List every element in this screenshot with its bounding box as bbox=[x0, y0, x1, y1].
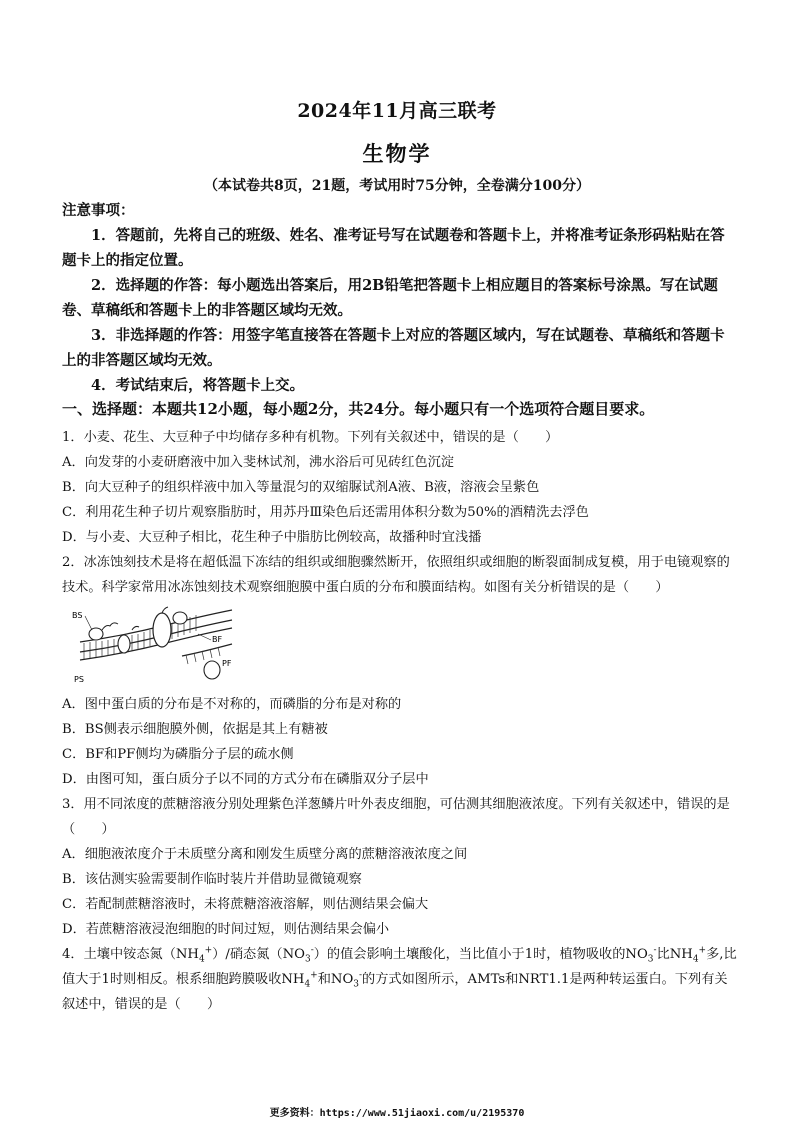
surface-protein bbox=[89, 628, 103, 640]
q4-text: ）的值会影响土壤酸化，当比值小于1时，植物吸收的NO bbox=[313, 947, 648, 962]
q1-stem: 1．小麦、花生、大豆种子中均储存多种有机物。下列有关叙述中，错误的是（ ） bbox=[62, 430, 559, 445]
q1-option-d: D．与小麦、大豆种子相比，花生种子中脂肪比例较高，故播种时宜浅播 bbox=[62, 530, 482, 545]
label-ps: PS bbox=[74, 675, 84, 684]
q1-option-a: A．向发芽的小麦研磨液中加入斐林试剂，沸水浴后可见砖红色沉淀 bbox=[62, 455, 454, 470]
q4-text: 和NO bbox=[317, 972, 354, 987]
transmembrane-protein bbox=[153, 613, 171, 647]
q4-text: ）/硝态氮（NO bbox=[212, 947, 305, 962]
note-item: 3．非选择题的作答：用签字笔直接答在答题卡上对应的答题区域内，写在试题卷、草稿纸和答题卡上的非答题区域均无效。 bbox=[62, 327, 725, 369]
exam-subject: 生物学 bbox=[362, 141, 432, 166]
fracture-protein bbox=[204, 661, 220, 679]
q4-text: 多,比值大于1时则相反。根系细胞跨膜吸收NH bbox=[62, 947, 737, 987]
q3-stem: 3．用不同浓度的蔗糖溶液分别处理紫色洋葱鳞片叶外表皮细胞，可估测其细胞液浓度。下列有关叙述中，错误的是（ ） bbox=[62, 797, 730, 837]
q3-option-c: C．若配制蔗糖溶液时，未将蔗糖溶液溶解，则估测结果会偏大 bbox=[62, 897, 429, 912]
q2-option-c: C．BF和PF侧均为磷脂分子层的疏水侧 bbox=[62, 747, 294, 762]
q4-text: 的方式如图所示，AMTs和NRT1.1是两种转运蛋白。下列有关叙述中，错误的是（ ） bbox=[62, 972, 728, 1012]
fracture-leaflet bbox=[182, 644, 232, 656]
note-item: 2．选择题的作答：每小题选出答案后，用2B铅笔把答题卡上相应题目的答案标号涂黑。写在试题卷、草稿纸和答题卡上的非答题区域均无效。 bbox=[62, 277, 718, 319]
label-bs: BS bbox=[72, 611, 83, 620]
note-item: 1．答题前，先将自己的班级、姓名、准考证号写在试题卷和答题卡上，并将准考证条形码粘贴在答题卡上的指定位置。 bbox=[62, 227, 725, 269]
q4-stem: 4．土壤中铵态氮$(NH_4^+)/$硝态氮$(NO_3^-)$的值会影响土壤酸化，当比值小于1时，植物吸收的$NO_3^-$比$NH_4^+$多,比值大于1时则相反。根系细胞跨膜吸收$NH_4^+$和$NO_3^-$的方式如图所示，AMTs和NRT1.1是两种转运蛋白。下列有关叙述中，错误的是（ ） bbox=[62, 945, 737, 1012]
q4-text: 4．土壤中铵态氮（NH bbox=[62, 947, 199, 962]
q1-option-b: B．向大豆种子的组织样液中加入等量混匀的双缩脲试剂A液、B液，溶液会呈紫色 bbox=[62, 480, 540, 495]
notes-block bbox=[62, 198, 738, 398]
notes-heading: 注意事项： bbox=[62, 202, 135, 219]
pointer-line bbox=[198, 634, 211, 640]
pointer-line bbox=[85, 616, 92, 630]
q3-option-d: D．若蔗糖溶液浸泡细胞的时间过短，则估测结果会偏小 bbox=[62, 922, 390, 937]
q4-text: 比NH bbox=[656, 947, 693, 962]
note-item: 4．考试结束后，将答题卡上交。 bbox=[91, 377, 305, 394]
q2-option-d: D．由图可知，蛋白质分子以不同的方式分布在磷脂双分子层中 bbox=[62, 772, 429, 787]
section-heading: 一、选择题：本题共12小题，每小题2分，共24分。每小题只有一个选项符合题目要求。 bbox=[62, 400, 655, 418]
q1-option-c: C．利用花生种子切片观察脂肪时，用苏丹Ⅲ染色后还需用体积分数为50%的酒精洗去浮色 bbox=[62, 505, 589, 520]
q3-option-b: B．该估测实验需要制作临时装片并借助显微镜观察 bbox=[62, 872, 362, 887]
exam-title: 2024年11月高三联考 bbox=[297, 100, 497, 122]
membrane-figure bbox=[72, 604, 242, 686]
exam-info: （本试卷共8页，21题，考试用时75分钟，全卷满分100分） bbox=[204, 178, 590, 194]
embedded-protein bbox=[118, 635, 130, 653]
q3-option-a: A．细胞液浓度介于未质壁分离和刚发生质壁分离的蔗糖溶液浓度之间 bbox=[62, 847, 468, 862]
q2-option-b: B．BS侧表示细胞膜外侧，依据是其上有糖被 bbox=[62, 722, 328, 737]
label-pf: PF bbox=[222, 659, 232, 668]
label-bf: BF bbox=[212, 635, 223, 644]
questions bbox=[62, 425, 738, 1017]
footer-link[interactable]: 更多资料：https://www.51jiaoxi.com/u/2195370 bbox=[269, 1108, 525, 1119]
q2-stem: 2．冰冻蚀刻技术是将在超低温下冻结的组织或细胞骤然断开，依照组织或细胞的断裂面制成复模，用于电镜观察的技术。科学家常用冰冻蚀刻技术观察细胞膜中蛋白质的分布和膜面结构。如图有关分析错误的是（ ） bbox=[62, 555, 730, 595]
surface-protein bbox=[173, 612, 187, 624]
q2-option-a: A．图中蛋白质的分布是不对称的，而磷脂的分布是对称的 bbox=[62, 697, 402, 712]
